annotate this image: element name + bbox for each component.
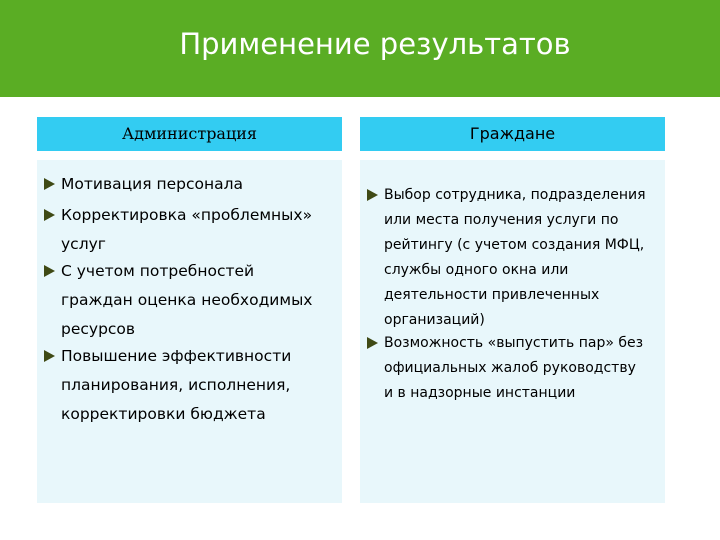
list-item-line: организаций) xyxy=(384,312,485,328)
list-item-line: Корректировка «проблемных» xyxy=(61,206,313,224)
list-item-line: Выбор сотрудника, подразделения xyxy=(384,187,646,203)
list-item xyxy=(364,331,663,406)
list-item-line: граждан оценка необходимых xyxy=(61,291,313,309)
list-item xyxy=(364,183,663,333)
list-item-line: С учетом потребностей xyxy=(61,262,255,280)
list-item-line: Мотивация персонала xyxy=(61,175,244,193)
triangle-bullet-icon xyxy=(367,337,378,349)
list-item-line: планирования, исполнения, xyxy=(61,376,291,394)
list-item-line: официальных жалоб руководству xyxy=(384,360,636,376)
list-item xyxy=(41,342,340,429)
slide-title: Применение результатов xyxy=(179,27,571,61)
triangle-bullet-icon xyxy=(44,178,55,190)
triangle-bullet-icon xyxy=(367,189,378,201)
list-item-line: Повышение эффективности xyxy=(61,347,292,365)
list-item-line: услуг xyxy=(61,235,106,253)
list-item xyxy=(41,257,340,344)
column-header-administration: Администрация xyxy=(37,117,342,151)
list-item-line: ресурсов xyxy=(61,320,136,338)
list-item-line: службы одного окна или xyxy=(384,262,569,278)
list-item xyxy=(41,201,340,259)
list-item xyxy=(41,170,340,199)
title-bar xyxy=(0,0,720,97)
list-item-line: деятельности привлеченных xyxy=(384,287,600,303)
triangle-bullet-icon xyxy=(44,350,55,362)
list-item-line: корректировки бюджета xyxy=(61,405,266,423)
column-body-administration xyxy=(37,160,342,503)
triangle-bullet-icon xyxy=(44,265,55,277)
list-item-line: Возможность «выпустить пар» без xyxy=(384,335,644,351)
column-body-citizens xyxy=(360,160,665,503)
triangle-bullet-icon xyxy=(44,209,55,221)
column-header-citizens: Граждане xyxy=(360,117,665,151)
list-item-line: и в надзорные инстанции xyxy=(384,385,576,401)
list-item-line: или места получения услуги по xyxy=(384,212,619,228)
list-item-line: рейтингу (с учетом создания МФЦ, xyxy=(384,237,645,253)
